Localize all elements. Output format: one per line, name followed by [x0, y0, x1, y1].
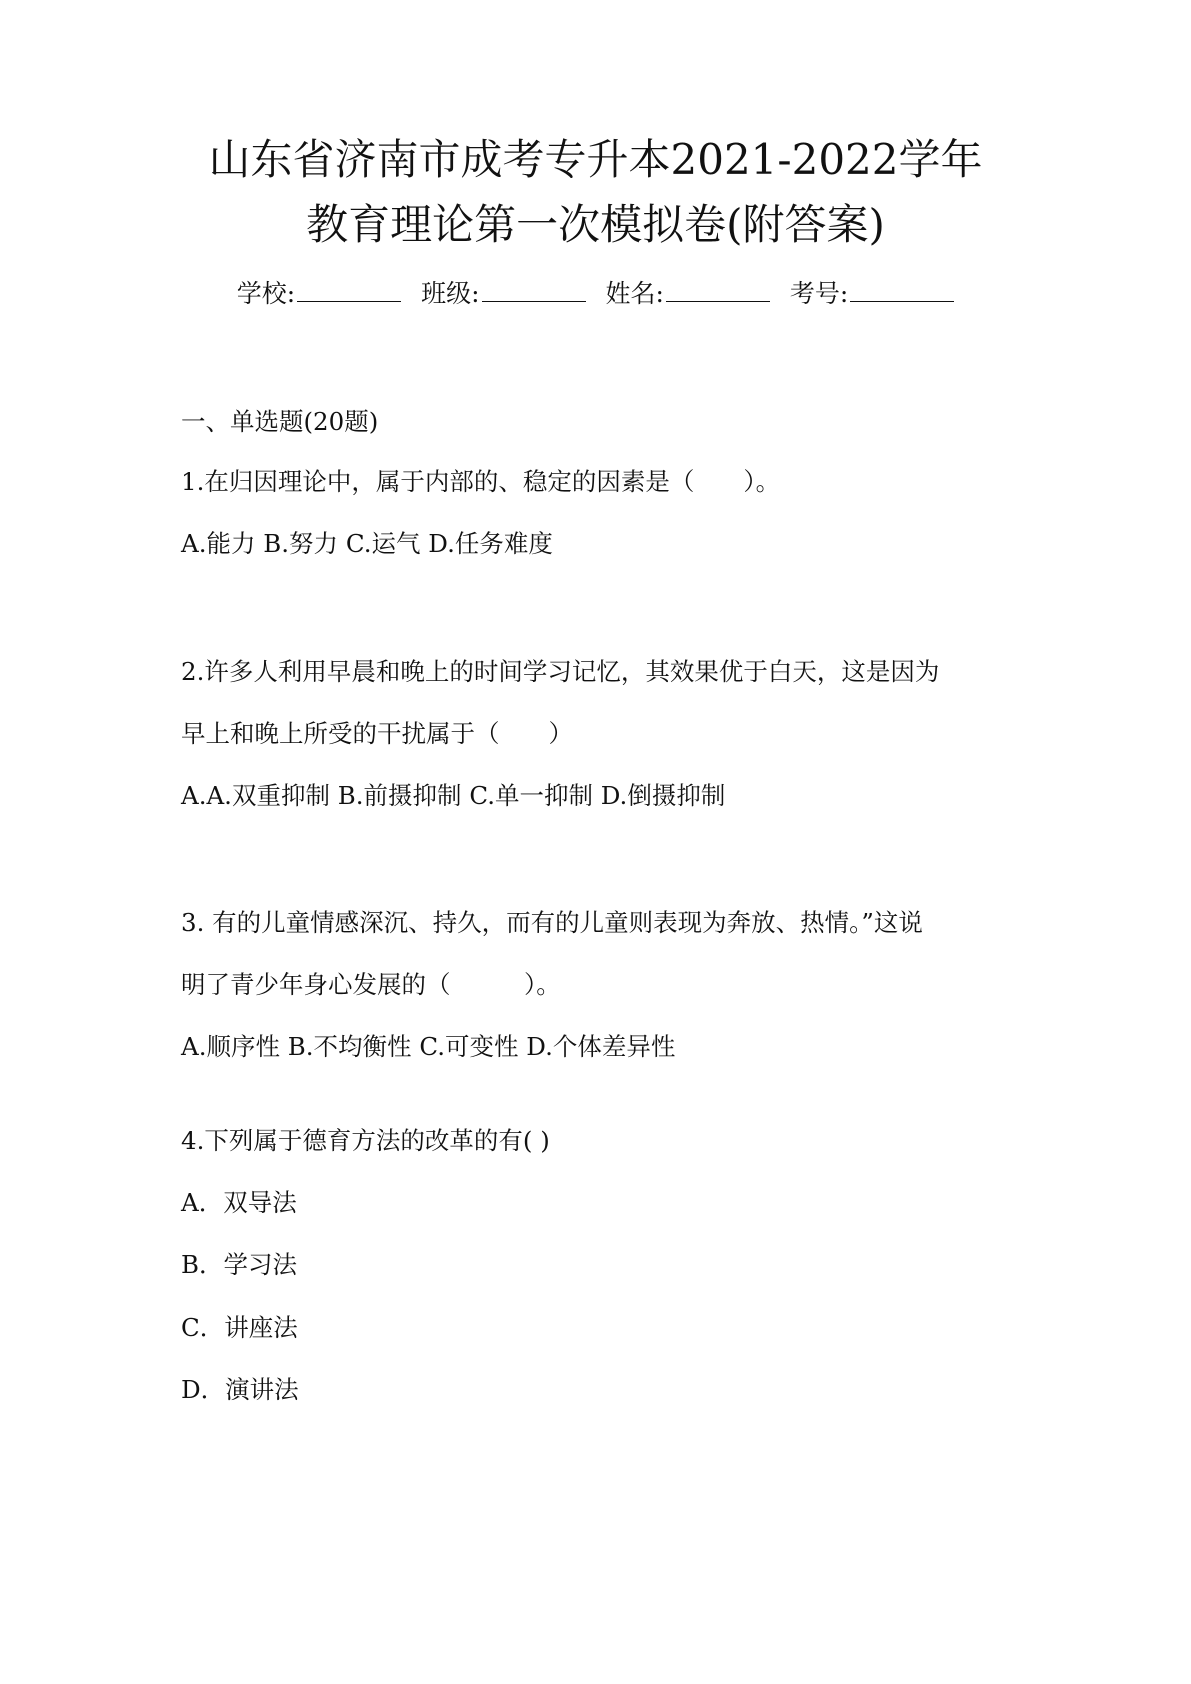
exam-number-blank	[850, 279, 954, 302]
page-title-line-2: 教育理论第一次模拟卷(附答案)	[306, 200, 885, 249]
exam-number-label: 考号:	[789, 279, 849, 308]
name-label: 姓名:	[605, 279, 664, 308]
school-field	[237, 279, 401, 309]
question-2-options: A.A.双重抑制 B.前摄抑制 C.单一抑制 D.倒摄抑制	[181, 781, 726, 810]
class-blank	[482, 279, 586, 302]
question-2-stem-line-2: 早上和晚上所受的干扰属于（ ）	[181, 719, 573, 748]
page-title-line-1: 山东省济南市成考专升本2021-2022学年	[208, 135, 983, 184]
question-4-option-c: C．讲座法	[181, 1313, 298, 1342]
school-label: 学校:	[236, 279, 296, 308]
school-blank	[297, 279, 401, 302]
question-3-options: A.顺序性 B.不均衡性 C.可变性 D.个体差异性	[181, 1032, 676, 1061]
question-1-options: A.能力 B.努力 C.运气 D.任务难度	[181, 529, 553, 558]
class-field	[421, 279, 585, 309]
question-4-option-a: A．双导法	[181, 1188, 297, 1217]
name-field	[605, 279, 769, 309]
name-blank	[666, 279, 770, 302]
section-heading: 一、单选题(20题)	[181, 407, 379, 436]
question-4-option-b: B．学习法	[181, 1250, 298, 1279]
class-label: 班级:	[421, 279, 480, 308]
exam-number-field	[790, 279, 954, 309]
question-3-stem-line-2: 明了青少年身心发展的（ ）。	[181, 970, 561, 999]
student-info-row	[0, 279, 1191, 309]
question-2-stem-line-1: 2.许多人利用早晨和晚上的时间学习记忆，其效果优于白天，这是因为	[181, 657, 940, 686]
question-4-option-d: D．演讲法	[181, 1375, 299, 1404]
question-1-stem: 1.在归因理论中，属于内部的、稳定的因素是（ ）。	[181, 467, 781, 496]
question-3-stem-line-1: 3. 有的儿童情感深沉、持久，而有的儿童则表现为奔放、热情。”这说	[181, 908, 923, 937]
question-4-stem: 4.下列属于德育方法的改革的有( )	[181, 1126, 550, 1155]
